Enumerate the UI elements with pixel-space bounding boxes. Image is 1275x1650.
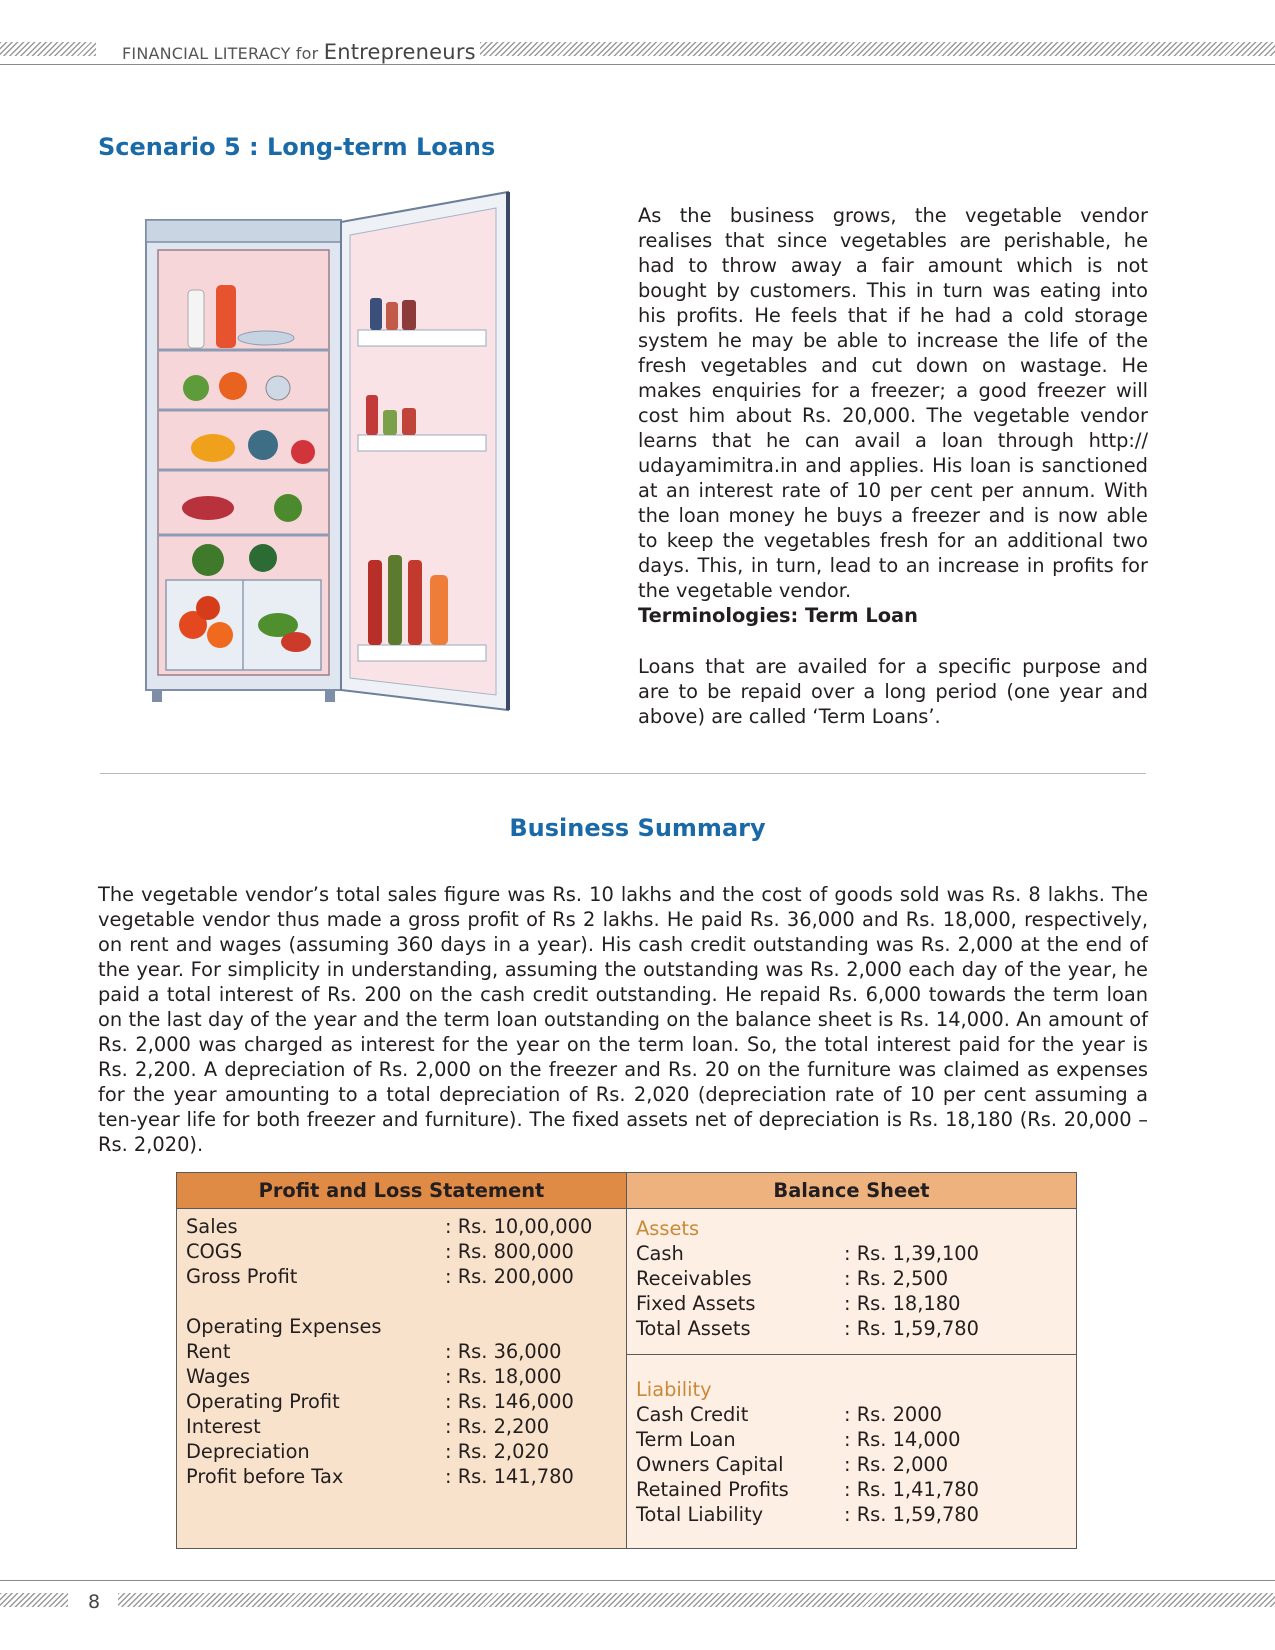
header-hatch-right [480, 42, 1275, 56]
liability-row-label: Term Loan [636, 1428, 736, 1451]
pl-body [177, 1209, 627, 1548]
pl-row-label: Rent [186, 1340, 231, 1363]
summary-title: Business Summary [509, 814, 766, 842]
section-divider [100, 773, 1146, 774]
asset-row-label: Total Assets [636, 1317, 751, 1340]
asset-row-label: Cash [636, 1242, 684, 1265]
pl-row-value: : Rs. 146,000 [445, 1390, 574, 1413]
pl-row-value: : Rs. 10,00,000 [445, 1215, 593, 1238]
header-hatch-left [0, 42, 96, 56]
refrigerator-illustration [138, 190, 533, 735]
liability-row-value: : Rs. 1,41,780 [844, 1478, 979, 1501]
pl-row-label: Interest [186, 1415, 261, 1438]
pl-row-value: : Rs. 36,000 [445, 1340, 562, 1363]
pl-row-value: : Rs. 141,780 [445, 1465, 574, 1488]
pl-row-label: Sales [186, 1215, 238, 1238]
term-definition: Loans that are availed for a specific purpose and are to be repaid over a long period (one year and above) are called ‘Term Loans’. [638, 655, 1148, 728]
summary-body: The vegetable vendor’s total sales figure was Rs. 10 lakhs and the cost of goods sold was Rs. 8 lakhs. The vegetable vendor thus made a gross profit of Rs 2 lakhs. He paid Rs. 36,000 and Rs. 18,000, respectively, on rent and wages (assuming 360 days in a year). His cash credit outstanding was Rs. 2,000 at the end of the year. For simplicity in understanding, assuming the outstanding was Rs. 2,000 each day of the year, he paid a total interest of Rs. 200 on the cash credit outstanding. He repaid Rs. 6,000 towards the term loan on the last day of the year and the term loan outstanding on the balance sheet is Rs. 14,000. An amount of Rs. 2,000 was charged as interest for the year on the term loan. So, the total interest paid for the year is Rs. 2,200. A depreciation of Rs. 2,000 on the freezer and Rs. 20 on the furniture was claimed as expenses for the year amounting to a total depreciation of Rs. 2,020 (depreciation rate of 10 per cent assuming a ten-year life for both freezer and furniture). The fixed assets net of depreciation is Rs. 18,180 (Rs. 20,000 – Rs. 2,020). [98, 883, 1148, 1156]
asset-row-value: : Rs. 1,59,780 [844, 1317, 979, 1340]
pl-row-label: COGS [186, 1240, 243, 1263]
pl-row-value: : Rs. 18,000 [445, 1365, 562, 1388]
liability-row-label: Owners Capital [636, 1453, 784, 1476]
pl-heading: Profit and Loss Statement [177, 1173, 627, 1209]
pl-row-value: : Rs. 200,000 [445, 1265, 574, 1288]
bs-assets-section [627, 1209, 1076, 1355]
liability-row-label: Cash Credit [636, 1403, 749, 1426]
pl-row-label: Gross Profit [186, 1265, 298, 1288]
pl-row-value: : Rs. 2,200 [445, 1415, 550, 1438]
footer-hatch-left [0, 1593, 68, 1607]
liability-row-value: : Rs. 1,59,780 [844, 1503, 979, 1526]
bs-liability-section [627, 1355, 1076, 1548]
footer-rule [0, 1580, 1275, 1581]
page-number: 8 [88, 1591, 101, 1613]
pl-row-label: Operating Expenses [186, 1315, 382, 1338]
asset-row-value: : Rs. 2,500 [844, 1267, 949, 1290]
financial-statements-table [176, 1172, 1077, 1549]
scenario-body: As the business grows, the vegetable vendor realises that since vegetables are perishable, he had to throw away a fair amount which is not bought by customers. This in turn was eating into his profits. He feels that if he had a cold storage system he may be able to increase the life of the fresh vegetables and cut down on wastage. He makes enquiries for a freezer; a good freezer will cost him about Rs. 20,000. The vegetable vendor learns that he can avail a loan through http:// udayamimitra.in and applies. His loan is sanctioned at an interest rate of 10 per cent per annum. With the loan money he buys a freezer and is now able to keep the vegetables fresh for an additional two days. This, in turn, lead to an increase in profits for the vegetable vendor. [638, 204, 1148, 602]
asset-row-value: : Rs. 18,180 [844, 1292, 961, 1315]
liability-row-value: : Rs. 14,000 [844, 1428, 961, 1451]
pl-row-label: Profit before Tax [186, 1465, 344, 1488]
liability-row-label: Retained Profits [636, 1478, 789, 1501]
bs-heading: Balance Sheet [627, 1173, 1076, 1209]
header-rule [0, 64, 1275, 65]
header-title-small: FINANCIAL LITERACY for [122, 44, 319, 63]
running-header [122, 40, 476, 64]
liability-row-value: : Rs. 2,000 [844, 1453, 949, 1476]
header-title-big: Entrepreneurs [323, 40, 476, 64]
liability-row-label: Total Liability [636, 1503, 764, 1526]
term-heading: Terminologies: Term Loan [638, 604, 918, 627]
asset-row-value: : Rs. 1,39,100 [844, 1242, 979, 1265]
pl-row-value: : Rs. 2,020 [445, 1440, 550, 1463]
pl-row-label: Wages [186, 1365, 251, 1388]
asset-row-label: Fixed Assets [636, 1292, 756, 1315]
pl-row-label: Depreciation [186, 1440, 310, 1463]
pl-row-label: Operating Profit [186, 1390, 340, 1413]
scenario-title: Scenario 5 : Long-term Loans [98, 133, 496, 161]
assets-label: Assets [636, 1217, 700, 1240]
footer-hatch-right [118, 1593, 1275, 1607]
asset-row-label: Receivables [636, 1267, 752, 1290]
liability-label: Liability [636, 1378, 712, 1401]
liability-row-value: : Rs. 2000 [844, 1403, 942, 1426]
pl-row-value: : Rs. 800,000 [445, 1240, 574, 1263]
